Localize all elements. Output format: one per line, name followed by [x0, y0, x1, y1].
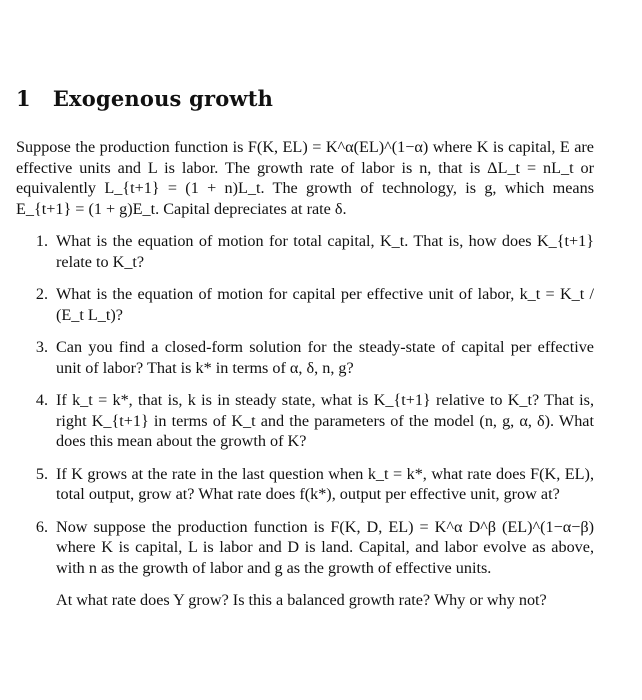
intro-paragraph: Suppose the production function is F(K, EL) = K^α(EL)^(1−α) where K is capital, E are effective units and L is labor. The growth rate of labor is n, that is ΔL_t = nL_t or equivalently L_{t+1} = (1 + n)L_t. The growth of technology, is g, which means E_{t+1} = (1 + g)E_t. Capital depreciates at rate δ.: [16, 138, 594, 218]
section-number: 1: [16, 86, 31, 111]
document-page: [16, 86, 594, 623]
question-number: 1.: [35, 232, 48, 250]
question-item: [16, 337, 594, 378]
question-followup: At what rate does Y grow? Is this a balanced growth rate? Why or why not?: [56, 591, 547, 609]
question-item: [16, 231, 594, 272]
question-number: 5.: [35, 464, 48, 483]
question-text: If K grows at the rate in the last question when k_t = k*, what rate does F(K, EL), total output, grow at? What rate does f(k*), output per effective unit, grow at?: [56, 464, 594, 503]
question-number: 4.: [35, 391, 48, 409]
section-title: Exogenous growth: [52, 86, 274, 111]
question-text: Now suppose the production function is F(K, D, EL) = K^α D^β (EL)^(1−α−β) where K is capital, L is labor and D is land. Capital, and labor evolve as above, with n as the growth of labor and g as the growth of effective units.: [56, 517, 594, 577]
question-list: [16, 231, 594, 611]
question-item: [16, 284, 594, 325]
question-item: [16, 517, 594, 611]
question-number: 3.: [35, 338, 48, 356]
question-item: [16, 464, 594, 505]
question-text: If k_t = k*, that is, k is in steady state, what is K_{t+1} relative to K_t? That is, right K_{t+1} in terms of K_t and the parameters of the model (n, g, α, δ). What does this mean about the growth of K?: [56, 391, 594, 450]
question-number: 2.: [35, 285, 48, 303]
question-item: [16, 390, 594, 452]
question-text: What is the equation of motion for total capital, K_t. That is, how does K_{t+1} relate to K_t?: [56, 232, 594, 271]
question-text: What is the equation of motion for capital per effective unit of labor, k_t = K_t / (E_t L_t)?: [56, 285, 594, 324]
question-text: Can you find a closed-form solution for the steady-state of capital per effective unit of labor? That is k* in terms of α, δ, n, g?: [56, 338, 594, 377]
section-heading: [16, 86, 594, 111]
question-number: 6.: [35, 517, 48, 536]
question-body: [56, 517, 594, 611]
